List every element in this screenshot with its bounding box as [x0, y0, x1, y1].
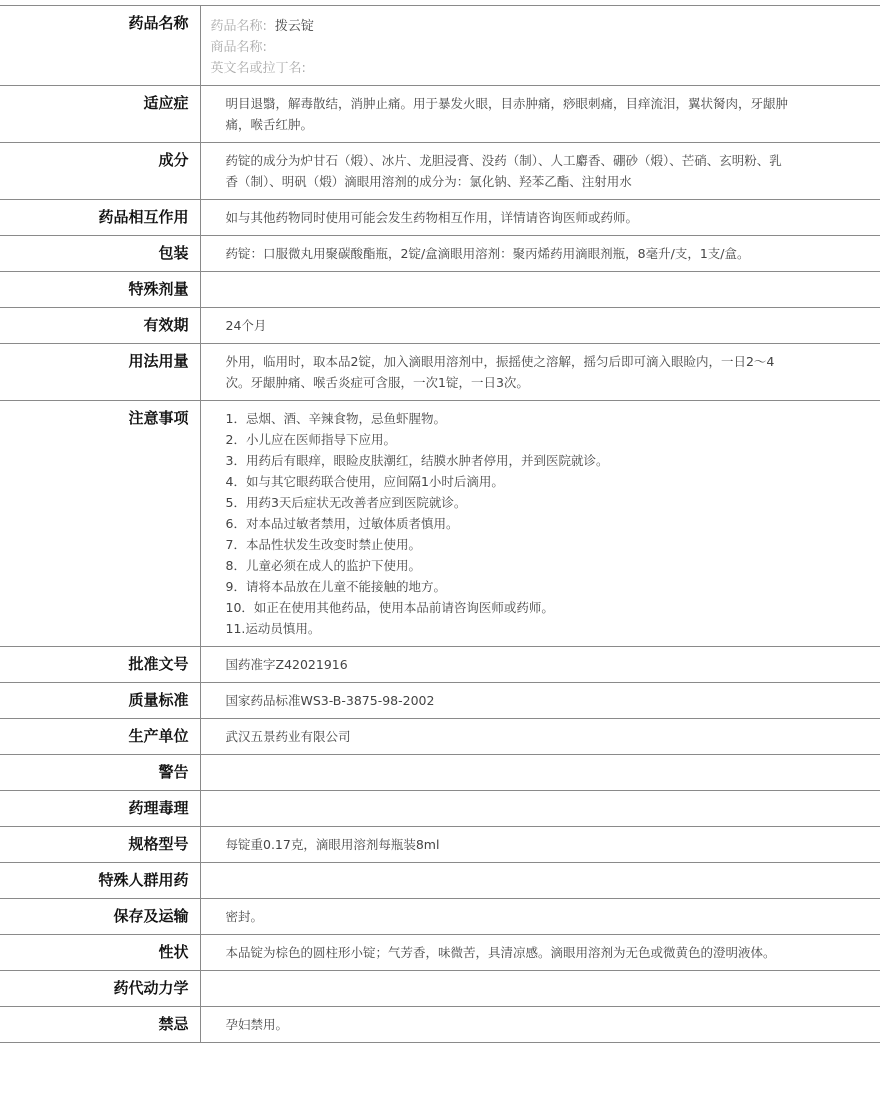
- field-value: 本品锭为棕色的圆柱形小锭；气芳香，味微苦，具清凉感。滴眼用溶剂为无色或微黄色的澄明液体。: [200, 935, 880, 971]
- row-standard: [0, 683, 880, 719]
- field-label: 警告: [0, 755, 200, 791]
- row-usage: [0, 344, 880, 401]
- field-label: 特殊剂量: [0, 272, 200, 308]
- field-value: 如与其他药物同时使用可能会发生药物相互作用，详情请咨询医师或药师。: [200, 200, 880, 236]
- precaution-item: 6．对本品过敏者禁用，过敏体质者慎用。: [225, 516, 459, 531]
- field-value: 药锭的成分为炉甘石（煅）、冰片、龙胆浸膏、没药（制）、人工麝香、硼砂（煅）、芒硝、玄明粉、乳香（制）、明矾（煅）滴眼用溶剂的成分为：氯化钠、羟苯乙酯、注射用水: [200, 143, 880, 200]
- field-value: 国家药品标准WS3-B-3875-98-2002: [200, 683, 880, 719]
- field-label: 性状: [0, 935, 200, 971]
- precaution-item: 9．请将本品放在儿童不能接触的地方。: [225, 579, 446, 594]
- row-indication: [0, 86, 880, 143]
- field-value: 密封。: [200, 899, 880, 935]
- field-label: 药代动力学: [0, 971, 200, 1007]
- name-info-key: 药品名称:: [210, 19, 267, 34]
- row-appearance: [0, 935, 880, 971]
- field-label: 药品相互作用: [0, 200, 200, 236]
- precaution-item: 5．用药3天后症状无改善者应到医院就诊。: [225, 495, 467, 510]
- row-special-dosage: [0, 272, 880, 308]
- row-interactions: [0, 200, 880, 236]
- name-info-line: [211, 16, 871, 37]
- row-spec: [0, 827, 880, 863]
- precautions-list: [200, 401, 880, 647]
- field-value: 国药准字Z42021916: [200, 647, 880, 683]
- precaution-item: 4．如与其它眼药联合使用，应间隔1小时后滴用。: [225, 474, 504, 489]
- precaution-item: 2．小儿应在医师指导下应用。: [225, 432, 396, 447]
- row-ingredients: [0, 143, 880, 200]
- field-value: [200, 272, 880, 308]
- field-label: 规格型号: [0, 827, 200, 863]
- row-name: [0, 6, 880, 86]
- row-contraindications: [0, 1007, 880, 1043]
- row-packaging: [0, 236, 880, 272]
- field-label: 药理毒理: [0, 791, 200, 827]
- field-value: 武汉五景药业有限公司: [200, 719, 880, 755]
- name-info-line: [211, 37, 871, 58]
- field-label: 质量标准: [0, 683, 200, 719]
- field-label: 包装: [0, 236, 200, 272]
- row-approval: [0, 647, 880, 683]
- precaution-item: 8．儿童必须在成人的监护下使用。: [225, 558, 421, 573]
- drug-info-body: [0, 6, 880, 1043]
- name-info-value: 拨云锭: [274, 19, 314, 34]
- field-label: 成分: [0, 143, 200, 200]
- row-precautions: [0, 401, 880, 647]
- name-info-cell: [200, 6, 880, 86]
- name-info-key: 商品名称:: [210, 40, 267, 55]
- precaution-item: 7．本品性状发生改变时禁止使用。: [225, 537, 421, 552]
- field-label: 药品名称: [0, 6, 200, 86]
- field-label: 用法用量: [0, 344, 200, 401]
- field-label: 适应症: [0, 86, 200, 143]
- field-value: [200, 791, 880, 827]
- row-warning: [0, 755, 880, 791]
- field-label: 保存及运输: [0, 899, 200, 935]
- field-label: 批准文号: [0, 647, 200, 683]
- row-manufacturer: [0, 719, 880, 755]
- row-special-population: [0, 863, 880, 899]
- field-label: 生产单位: [0, 719, 200, 755]
- field-value: [200, 863, 880, 899]
- name-info-key: 英文名或拉丁名:: [210, 61, 306, 76]
- field-value: 孕妇禁用。: [200, 1007, 880, 1043]
- name-info-line: [211, 58, 871, 79]
- field-value: 明目退翳，解毒散结，消肿止痛。用于暴发火眼，目赤肿痛，痧眼刺痛，目痒流泪，翼状胬肉，牙龈肿痛，喉舌红肿。: [200, 86, 880, 143]
- field-label: 特殊人群用药: [0, 863, 200, 899]
- row-pharmacokinetics: [0, 971, 880, 1007]
- field-value: 药锭：口服微丸用聚碳酸酯瓶，2锭/盒滴眼用溶剂：聚丙烯药用滴眼剂瓶，8毫升/支，1支/盒。: [200, 236, 880, 272]
- field-label: 注意事项: [0, 401, 200, 647]
- field-value: [200, 755, 880, 791]
- drug-info-table: [0, 5, 880, 1043]
- field-label: 有效期: [0, 308, 200, 344]
- field-value: 每锭重0.17克，滴眼用溶剂每瓶装8ml: [200, 827, 880, 863]
- field-label: 禁忌: [0, 1007, 200, 1043]
- field-value: 24个月: [200, 308, 880, 344]
- field-value: [200, 971, 880, 1007]
- precaution-item: 3．用药后有眼痒，眼睑皮肤潮红，结膜水肿者停用，并到医院就诊。: [225, 453, 609, 468]
- precaution-item: 10．如正在使用其他药品，使用本品前请咨询医师或药师。: [225, 600, 554, 615]
- precaution-item: 1．忌烟、酒、辛辣食物，忌鱼虾腥物。: [225, 411, 446, 426]
- precaution-item: 11.运动员慎用。: [225, 621, 321, 636]
- row-pharmacology: [0, 791, 880, 827]
- row-shelf-life: [0, 308, 880, 344]
- field-value: 外用，临用时，取本品2锭，加入滴眼用溶剂中，振摇使之溶解，摇匀后即可滴入眼睑内，一日2～4次。牙龈肿痛、喉舌炎症可含服，一次1锭，一日3次。: [200, 344, 880, 401]
- row-storage: [0, 899, 880, 935]
